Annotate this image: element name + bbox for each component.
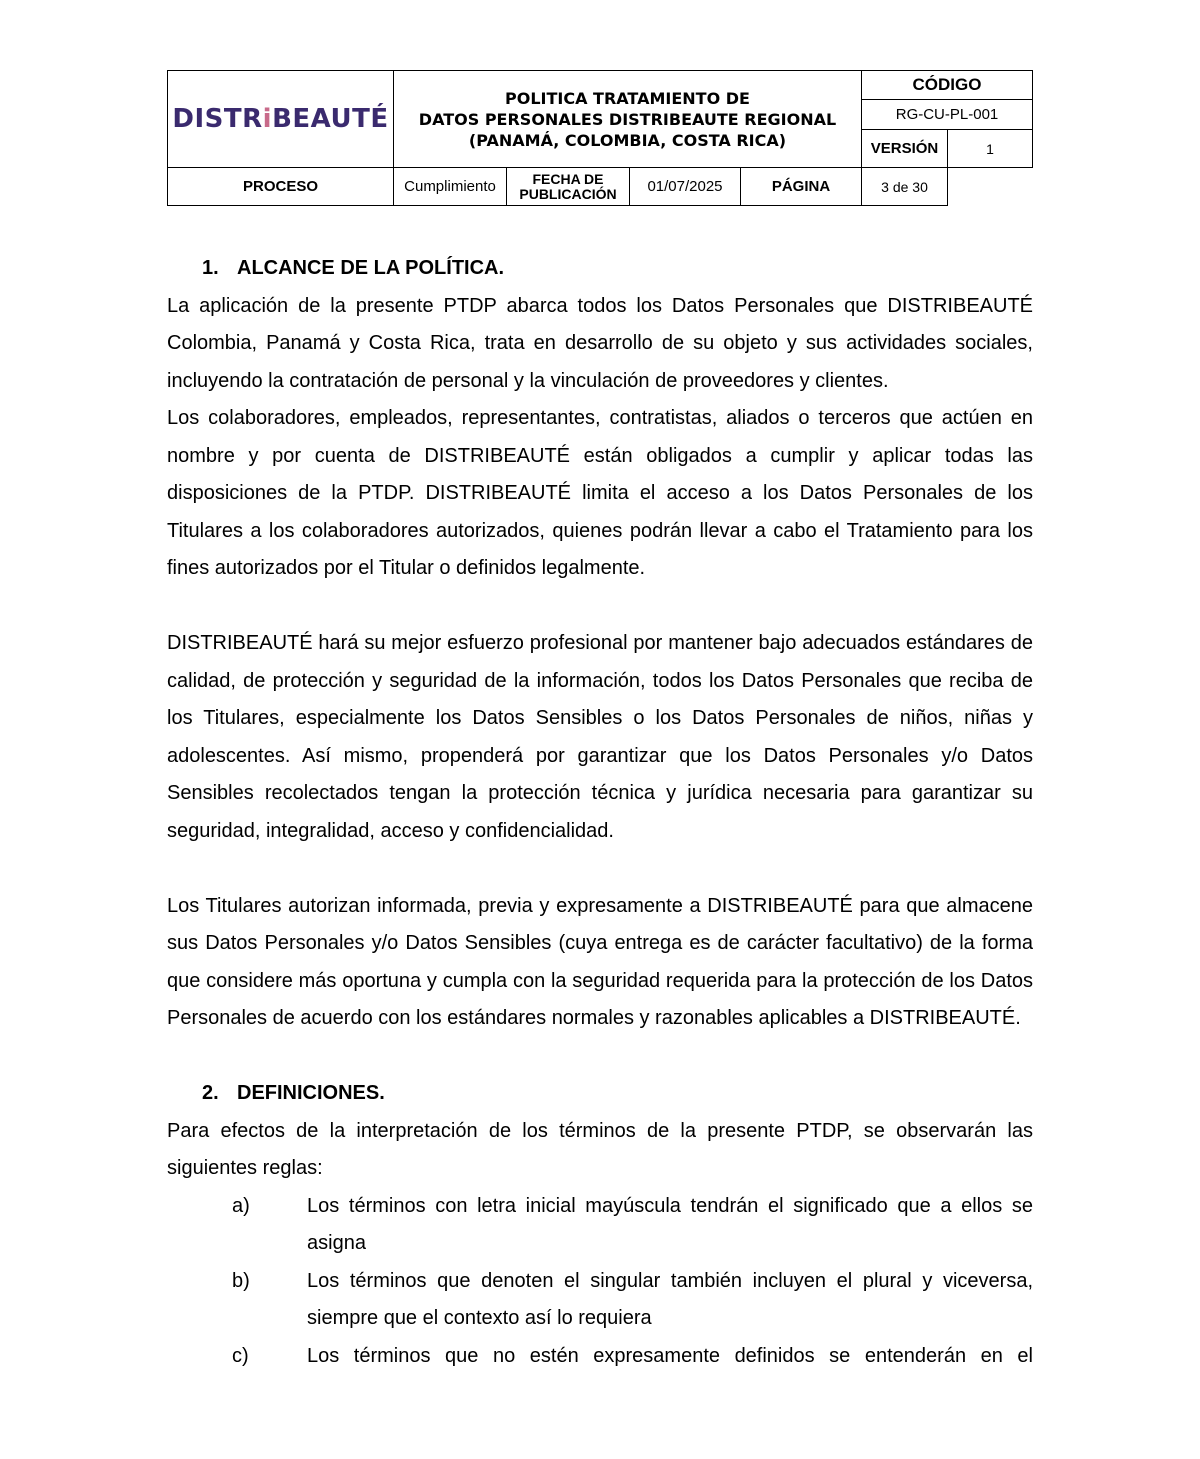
fecha-publicacion-value: 01/07/2025 — [630, 168, 741, 206]
paragraph: DISTRIBEAUTÉ hará su mejor esfuerzo profesional por mantener bajo adecuados estándares de calidad, de protección y seguridad de la información, todos los Datos Personales que reciba de los Titulares, especialmente los Datos Sensibles o los Datos Personales de niños, niñas y adolescentes. Así mismo, propenderá por garantizar que los Datos Personales y/o Datos Sensibles recolectados tengan la protección técnica y jurídica necesaria para garantizar su seguridad, integralidad, acceso y confidencialidad. — [167, 632, 1033, 842]
paragraph: Para efectos de la interpretación de los términos de la presente PTDP, se observarán las siguientes reglas: — [167, 1119, 1033, 1179]
list-item: a) Los términos con letra inicial mayúscula tendrán el significado que a ellos se asigna — [232, 1194, 1033, 1254]
pagina-label: PÁGINA — [741, 168, 862, 206]
codigo-value: RG-CU-PL-001 — [862, 100, 1033, 130]
pagina-value: 3 de 30 — [862, 168, 948, 206]
document-header-table — [167, 70, 1033, 206]
paragraph: Los colaboradores, empleados, representantes, contratistas, aliados o terceros que actúen en nombre y por cuenta de DISTRIBEAUTÉ están obligados a cumplir y aplicar todas las disposiciones de la PTDP. DISTRIBEAUTÉ limita el acceso a los Datos Personales de los Titulares a los colaboradores autorizados, quienes podrán llevar a cabo el Tratamiento para los fines autorizados por el Titular o definidos legalmente. — [167, 407, 1033, 579]
codigo-label: CÓDIGO — [862, 71, 1033, 100]
version-label: VERSIÓN — [862, 130, 948, 168]
logo-cell — [168, 71, 394, 168]
section-heading-definiciones: 2. DEFINICIONES. — [202, 1082, 385, 1104]
paragraph: Los Titulares autorizan informada, previa y expresamente a DISTRIBEAUTÉ para que almacene sus Datos Personales y/o Datos Sensibles (cuya entrega es de carácter facultativo) de la forma que considere más oportuna y cumpla con la seguridad requerida para la protección de los Datos Personales de acuerdo con los estándares normales y razonables aplicables a DISTRIBEAUTÉ. — [167, 894, 1033, 1029]
section-heading-alcance: 1. ALCANCE DE LA POLÍTICA. — [202, 257, 505, 279]
lipstick-icon: i — [262, 104, 273, 134]
version-value: 1 — [948, 130, 1033, 168]
fecha-publicacion-label: FECHA DE PUBLICACIÓN — [507, 168, 630, 206]
distribeaute-logo: DISTRiBEAUTÉ — [172, 104, 389, 134]
proceso-value: Cumplimiento — [394, 168, 507, 206]
document-title: POLITICA TRATAMIENTO DE DATOS PERSONALES DISTRIBEAUTE REGIONAL (PANAMÁ, COLOMBIA, COSTA RICA) — [394, 71, 862, 168]
paragraph: La aplicación de la presente PTDP abarca todos los Datos Personales que DISTRIBEAUTÉ Colombia, Panamá y Costa Rica, trata en desarrollo de su objeto y sus actividades sociales, incluyendo la contratación de personal y la vinculación de proveedores y clientes. — [167, 294, 1033, 392]
list-item: b) Los términos que denoten el singular también incluyen el plural y viceversa, siempre que el contexto así lo requiera — [232, 1269, 1033, 1329]
list-item: c) Los términos que no estén expresamente definidos se entenderán en el — [232, 1344, 1033, 1367]
proceso-label: PROCESO — [168, 168, 394, 206]
document-body — [167, 250, 1033, 1375]
